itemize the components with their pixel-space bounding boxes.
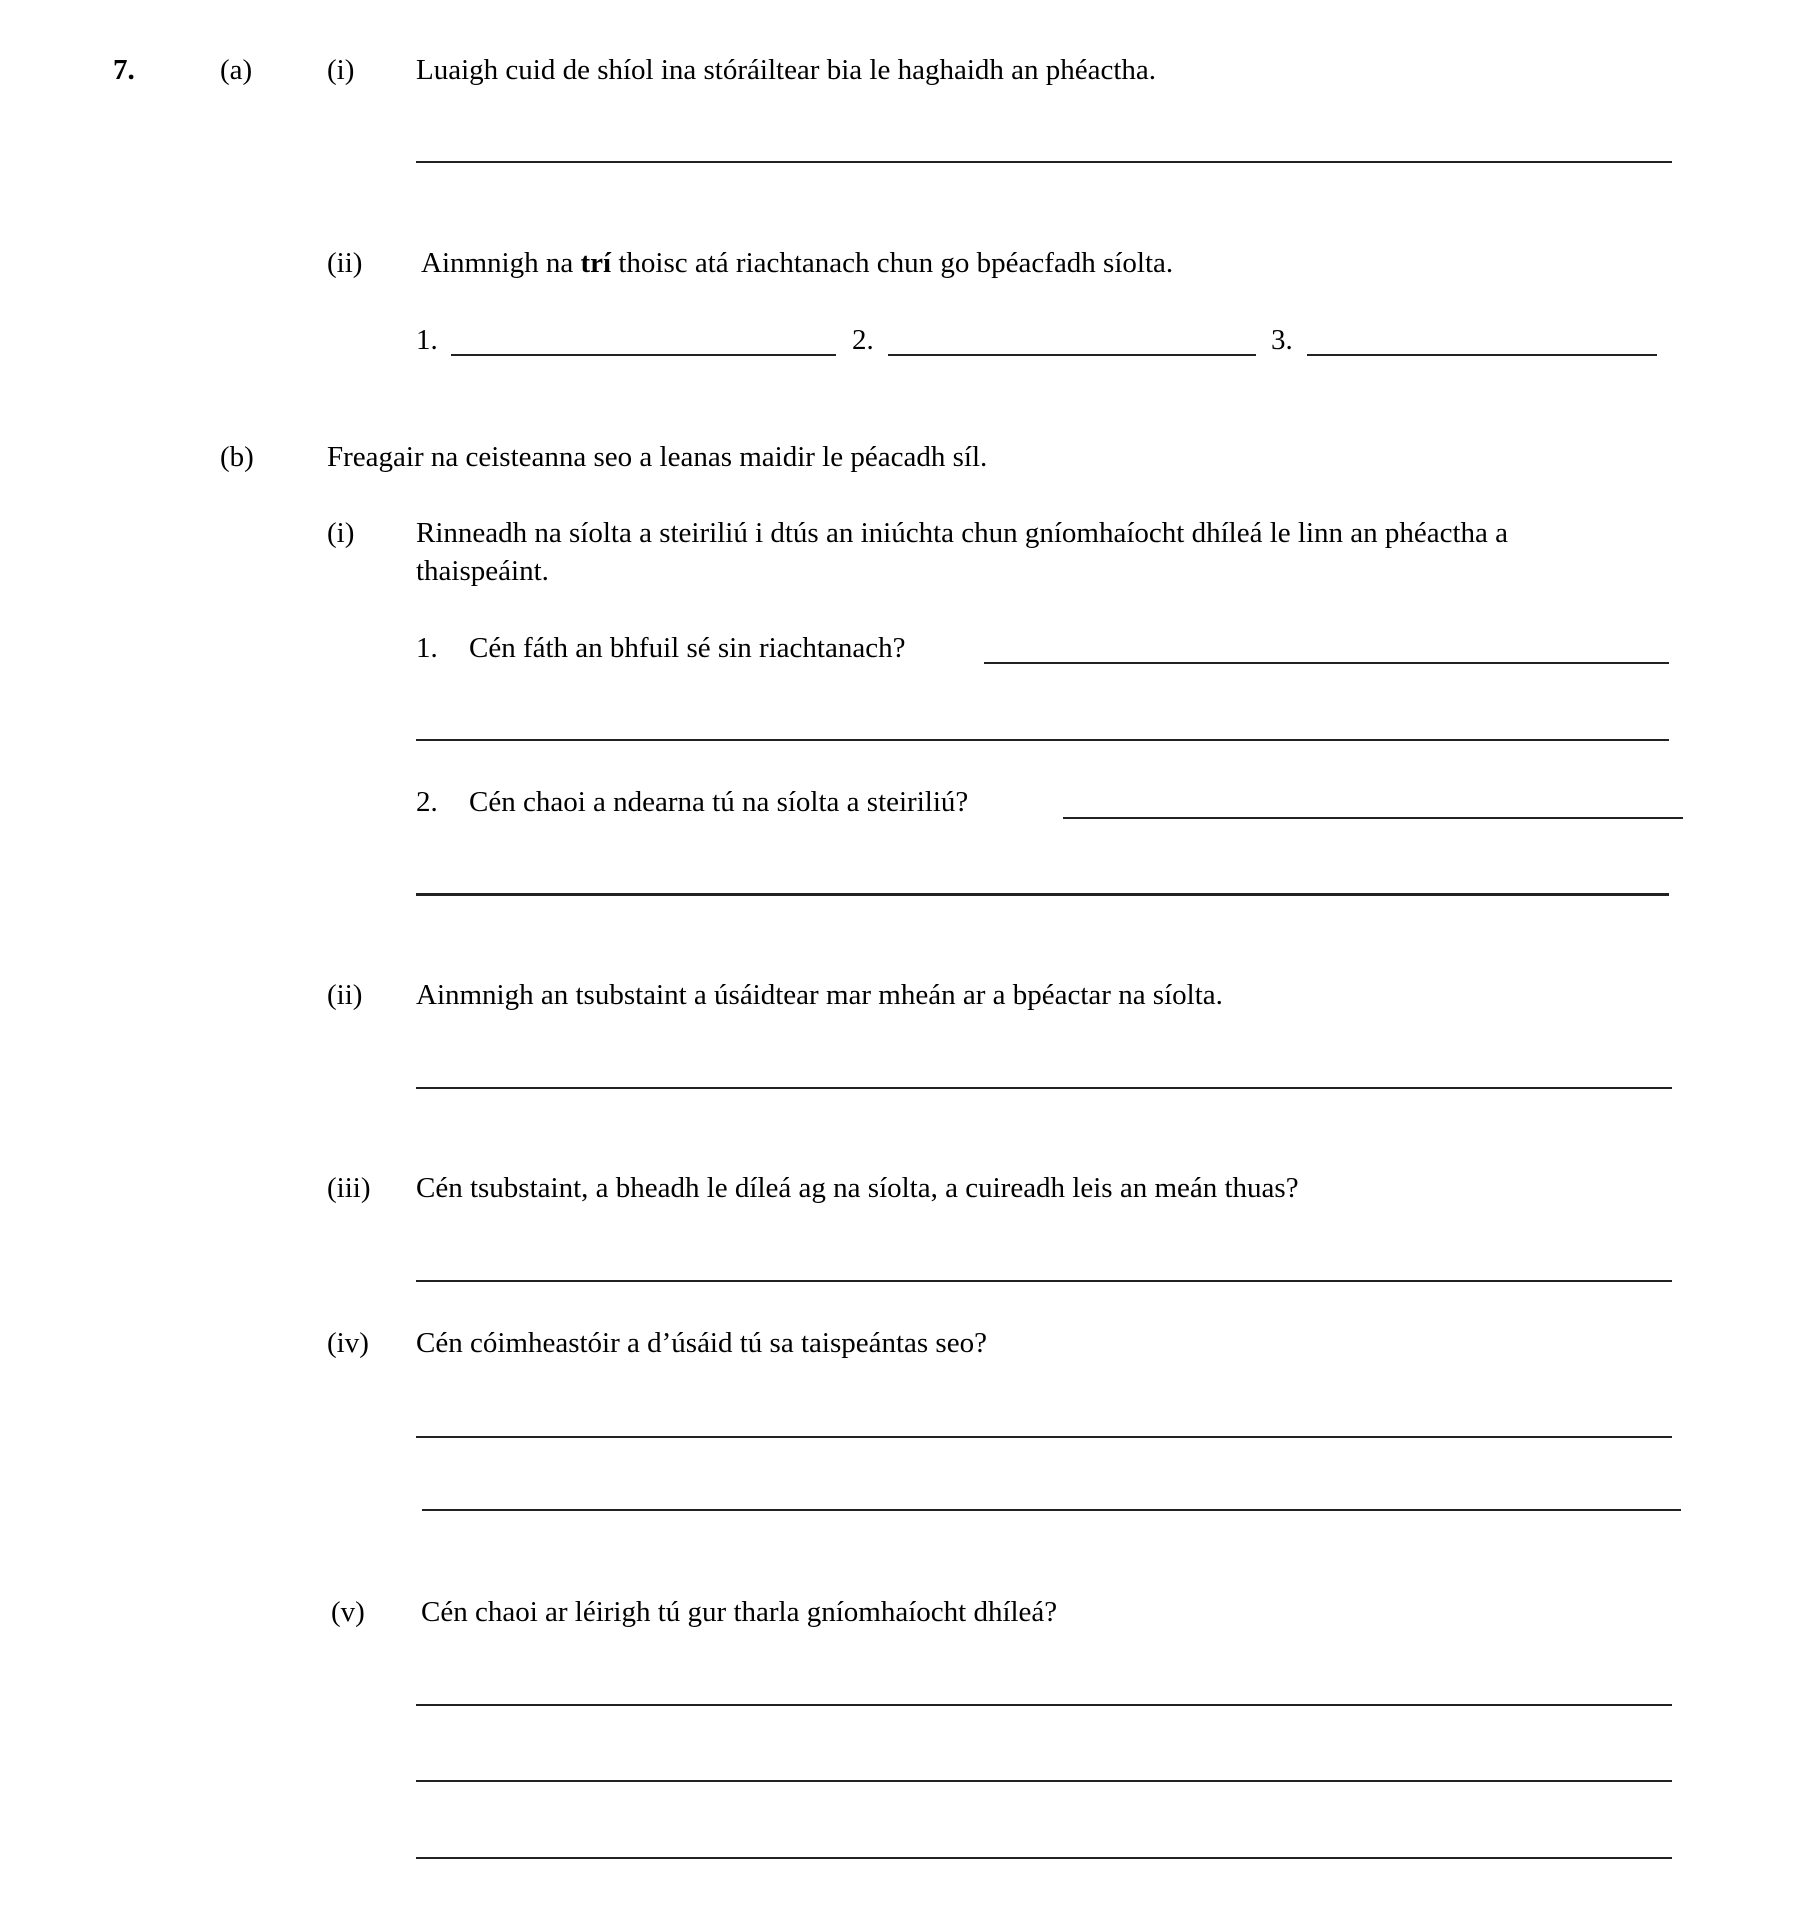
- a-ii-text-before: Ainmnigh na: [421, 247, 581, 279]
- a-ii-label: (ii): [327, 247, 363, 279]
- b-ii-answer-line[interactable]: [416, 1087, 1672, 1089]
- b-i-text-line1: Rinneadh na síolta a steiriliú i dtús an iniúchta chun gníomhaíocht dhíleá le linn an phéactha a: [416, 517, 1509, 549]
- a-i-answer-line[interactable]: [416, 161, 1672, 163]
- question-number: 7.: [113, 54, 135, 86]
- part-b-label: (b): [220, 441, 254, 473]
- a-i-label: (i): [327, 54, 355, 86]
- blank-2-label: 2.: [852, 324, 874, 356]
- b-iii-label: (iii): [327, 1172, 371, 1204]
- blank-1-label: 1.: [416, 324, 438, 356]
- b-iii-question: Cén tsubstaint, a bheadh le díleá ag na síolta, a cuireadh leis an meán thuas?: [416, 1172, 1299, 1204]
- b-i-sub1-answer-line[interactable]: [984, 662, 1669, 664]
- b-i-sub1-number: 1.: [416, 632, 438, 664]
- part-a-label: (a): [220, 54, 253, 86]
- b-v-question: Cén chaoi ar léirigh tú gur tharla gníomhaíocht dhíleá?: [421, 1596, 1058, 1628]
- b-iv-label: (iv): [327, 1327, 369, 1359]
- a-ii-question: [421, 246, 1173, 280]
- blank-2-line[interactable]: [888, 354, 1256, 356]
- b-i-sub2-answer-line-2[interactable]: [416, 893, 1669, 896]
- part-b-intro: Freagair na ceisteanna seo a leanas maidir le péacadh síl.: [327, 441, 988, 473]
- blank-3-line[interactable]: [1307, 354, 1657, 356]
- blank-3-label: 3.: [1271, 324, 1293, 356]
- a-ii-text-bold: trí: [580, 247, 612, 279]
- b-i-sub1-answer-line-2[interactable]: [416, 739, 1669, 741]
- b-v-answer-line-1[interactable]: [416, 1704, 1672, 1706]
- b-v-label: (v): [331, 1596, 365, 1628]
- b-i-sub2-question: Cén chaoi a ndearna tú na síolta a steiriliú?: [469, 786, 969, 818]
- b-i-sub2-answer-line[interactable]: [1063, 817, 1683, 819]
- b-iv-answer-line-2[interactable]: [422, 1509, 1681, 1511]
- b-i-sub1-question: Cén fáth an bhfuil sé sin riachtanach?: [469, 632, 906, 664]
- a-i-question: Luaigh cuid de shíol ina stóráiltear bia le haghaidh an phéactha.: [416, 54, 1157, 86]
- b-iv-answer-line-1[interactable]: [416, 1436, 1672, 1438]
- b-ii-question: Ainmnigh an tsubstaint a úsáidtear mar mheán ar a bpéactar na síolta.: [416, 979, 1223, 1011]
- b-ii-label: (ii): [327, 979, 363, 1011]
- a-ii-text-after: thoisc atá riachtanach chun go bpéacfadh síolta.: [611, 247, 1174, 279]
- b-i-sub2-number: 2.: [416, 786, 438, 818]
- b-i-text-line2: thaispeáint.: [416, 555, 549, 587]
- blank-1-line[interactable]: [451, 354, 836, 356]
- b-i-label: (i): [327, 517, 355, 549]
- b-v-answer-line-3[interactable]: [416, 1857, 1672, 1859]
- b-v-answer-line-2[interactable]: [416, 1780, 1672, 1782]
- b-iii-answer-line[interactable]: [416, 1280, 1672, 1282]
- b-iv-question: Cén cóimheastóir a d’úsáid tú sa taispeántas seo?: [416, 1327, 987, 1359]
